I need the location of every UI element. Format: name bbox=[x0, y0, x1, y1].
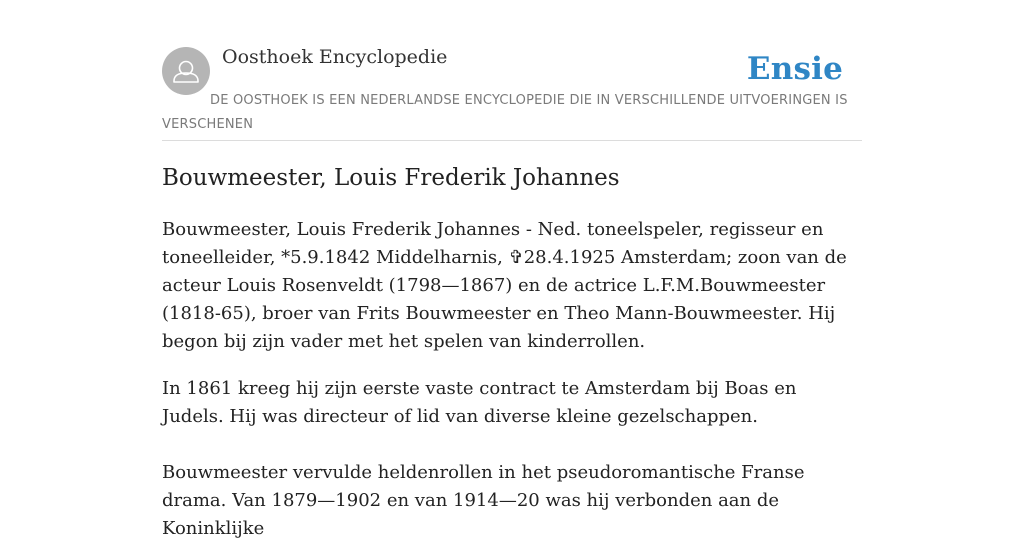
article-title: Bouwmeester, Louis Frederik Johannes bbox=[162, 165, 620, 191]
user-avatar-icon[interactable] bbox=[162, 47, 210, 95]
article-paragraph: In 1861 kreeg hij zijn eerste vaste contract te Amsterdam bij Boas en Judels. Hij was directeur of lid van diverse kleine gezelschappen. bbox=[162, 378, 797, 427]
article-paragraph: Bouwmeester, Louis Frederik Johannes - Ned. toneelspeler, regisseur en toneelleider, *5.9.1842 Middelharnis, ✞28.4.1925 Amsterdam; zoon van de acteur Louis Rosenveldt (1798—1867) en de actrice L.F.M.Bouwmeester (1818-65), broer van Frits Bouwmeester en Theo Mann-Bouwmeester. Hij begon bij zijn vader met het spelen van kinderrollen. bbox=[162, 219, 847, 352]
site-name[interactable]: Oosthoek Encyclopedie bbox=[222, 46, 448, 68]
article-paragraph: Bouwmeester vervulde heldenrollen in het pseudoromantische Franse drama. Van 1879—1902 en van 1914—20 was hij verbonden aan de Koninklijke bbox=[162, 462, 805, 539]
site-tagline: DE OOSTHOEK IS EEN NEDERLANDSE ENCYCLOPEDIE DIE IN VERSCHILLENDE UITVOERINGEN IS VERSCHENEN bbox=[162, 93, 848, 132]
ensie-logo[interactable]: Ensie bbox=[746, 51, 843, 87]
site-header bbox=[162, 0, 862, 141]
article bbox=[162, 160, 862, 543]
